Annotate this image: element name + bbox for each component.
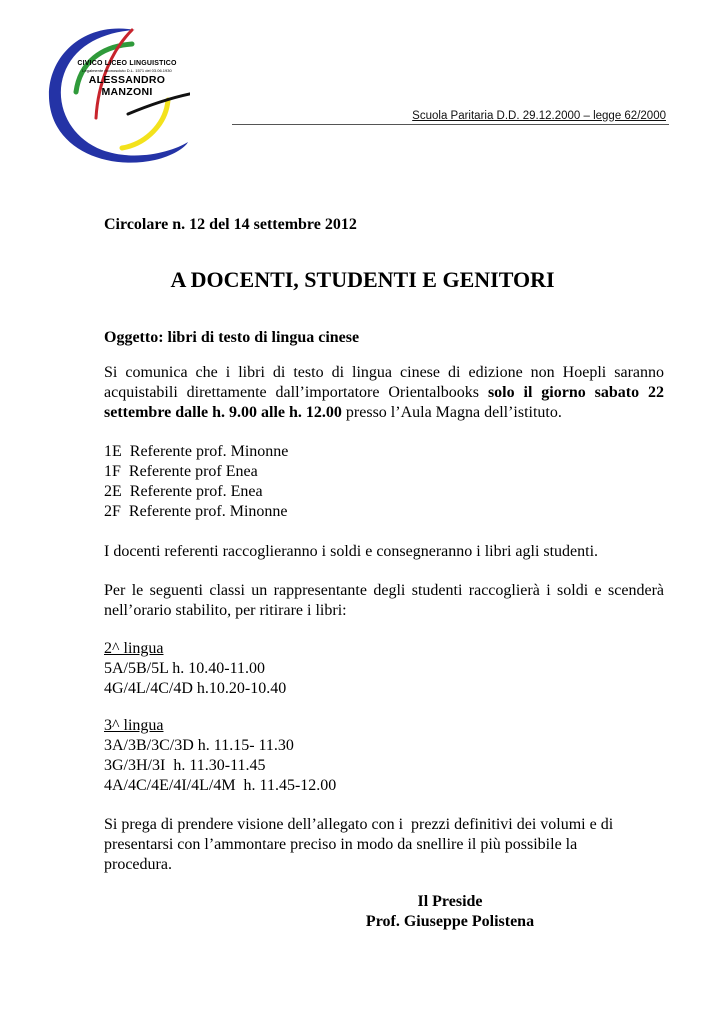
closing-paragraph <box>104 815 664 875</box>
classi-paragraph: Per le seguenti classi un rappresentante degli studenti raccoglierà i soldi e scenderà nell’orario stabilito, per ritirare i libri: <box>104 582 664 619</box>
closing-line: Si prega di prendere visione dell’allegato con i prezzi definitivi dei volumi e di <box>104 816 614 833</box>
signature-role: Il Preside <box>417 893 483 910</box>
closing-line: procedura. <box>104 856 172 873</box>
circolare-number: Circolare n. 12 del 14 settembre 2012 <box>104 216 357 233</box>
lingua2-section <box>104 639 664 699</box>
logo-school-type: CIVICO LICEO LINGUISTICO <box>77 60 177 67</box>
list-item: 1F Referente prof Enea <box>104 463 258 480</box>
list-item: 3G/3H/3I h. 11.30-11.45 <box>104 757 266 774</box>
logo-recognition: Legalmente riconosciuto D.L. 1571 del 03.06.1930 <box>82 68 172 73</box>
docenti-paragraph: I docenti referenti raccoglieranno i soldi e consegneranno i libri agli studenti. <box>104 543 599 560</box>
intro-text-2: presso l’Aula Magna dell’istituto. <box>341 404 562 421</box>
logo-name-last: MANZONI <box>101 86 153 98</box>
page-title: A DOCENTI, STUDENTI E GENITORI <box>170 267 555 292</box>
intro-paragraph <box>104 363 664 423</box>
list-item: 2F Referente prof. Minonne <box>104 503 288 520</box>
closing-line: presentarsi con l’ammontare preciso in modo da snellire il più possibile la <box>104 836 578 853</box>
intro-text-1: Si comunica che i libri di testo di lingua cinese di edizione non Hoepli saranno acquistabili direttamente dall’importatore Orientalbooks <box>104 364 664 401</box>
referenti-list <box>104 442 664 522</box>
logo-text <box>72 60 182 98</box>
logo-name-first: ALESSANDRO <box>88 74 166 86</box>
signature-block <box>340 892 560 932</box>
header-rule <box>232 124 669 125</box>
school-status: Scuola Paritaria D.D. 29.12.2000 – legge 62/2000 <box>412 110 666 122</box>
list-item: 4G/4L/4C/4D h.10.20-10.40 <box>104 680 287 697</box>
lingua3-heading: 3^ lingua <box>104 717 164 734</box>
lingua3-section <box>104 716 664 796</box>
list-item: 3A/3B/3C/3D h. 11.15- 11.30 <box>104 737 294 754</box>
list-item: 2E Referente prof. Enea <box>104 483 263 500</box>
list-item: 4A/4C/4E/4I/4L/4M h. 11.45-12.00 <box>104 777 337 794</box>
oggetto: Oggetto: libri di testo di lingua cinese <box>104 329 360 346</box>
lingua2-heading: 2^ lingua <box>104 640 164 657</box>
intro-date-time: solo il giorno sabato 22 settembre dalle h. 9.00 alle h. 12.00 <box>104 384 664 421</box>
list-item: 1E Referente prof. Minonne <box>104 443 289 460</box>
signature-name: Prof. Giuseppe Polistena <box>365 913 535 930</box>
list-item: 5A/5B/5L h. 10.40-11.00 <box>104 660 266 677</box>
